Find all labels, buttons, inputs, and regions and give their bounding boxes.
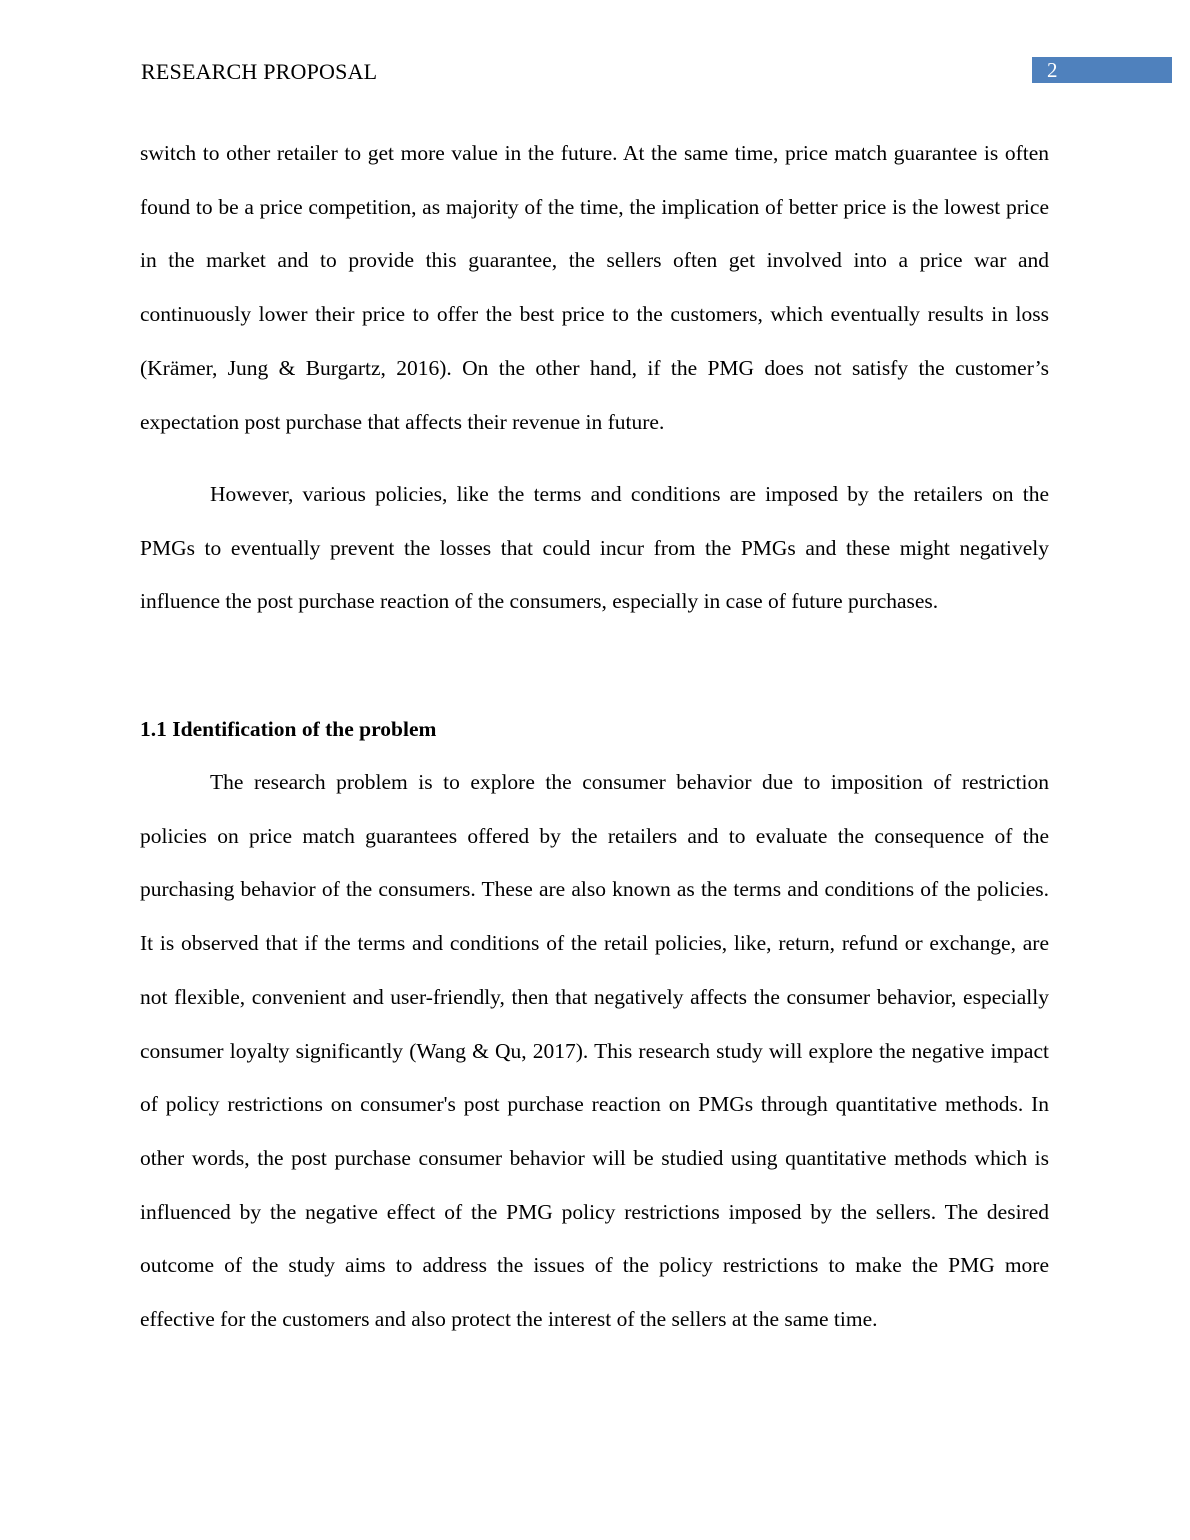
page-number: 2 (1047, 58, 1058, 82)
paragraph-2: However, various policies, like the terms and conditions are imposed by the retailers on the PMGs to eventually prevent the losses that could incur from the PMGs and these might negatively influence the post purchase reaction of the consumers, especially in case of future purchases. (140, 482, 1049, 614)
paragraph-3: The research problem is to explore the consumer behavior due to imposition of restriction policies on price match guarantees offered by the retailers and to evaluate the consequence of the purchasing behavior of the consumers. These are also known as the terms and conditions of the policies. It is observed that if the terms and conditions of the retail policies, like, return, refund or exchange, are not flexible, convenient and user-friendly, then that negatively affects the consumer behavior, especially consumer loyalty significantly (Wang & Qu, 2017). This research study will explore the negative impact of policy restrictions on consumer's post purchase reaction on PMGs through quantitative methods. In other words, the post purchase consumer behavior will be studied using quantitative methods which is influenced by the negative effect of the PMG policy restrictions imposed by the sellers. The desired outcome of the study aims to address the issues of the policy restrictions to make the PMG more effective for the customers and also protect the interest of the sellers at the same time. (140, 770, 1049, 1332)
paragraph-1: switch to other retailer to get more value in the future. At the same time, price match guarantee is often found to be a price competition, as majority of the time, the implication of better price is the lowest price in the market and to provide this guarantee, the sellers often get involved into a price war and continuously lower their price to offer the best price to the customers, which eventually results in loss (Krämer, Jung & Burgartz, 2016). On the other hand, if the PMG does not satisfy the customer’s expectation post purchase that affects their revenue in future. (140, 141, 1049, 434)
section-heading: 1.1 Identification of the problem (140, 717, 437, 741)
running-head: RESEARCH PROPOSAL (141, 59, 378, 84)
page-number-box (1032, 57, 1172, 83)
